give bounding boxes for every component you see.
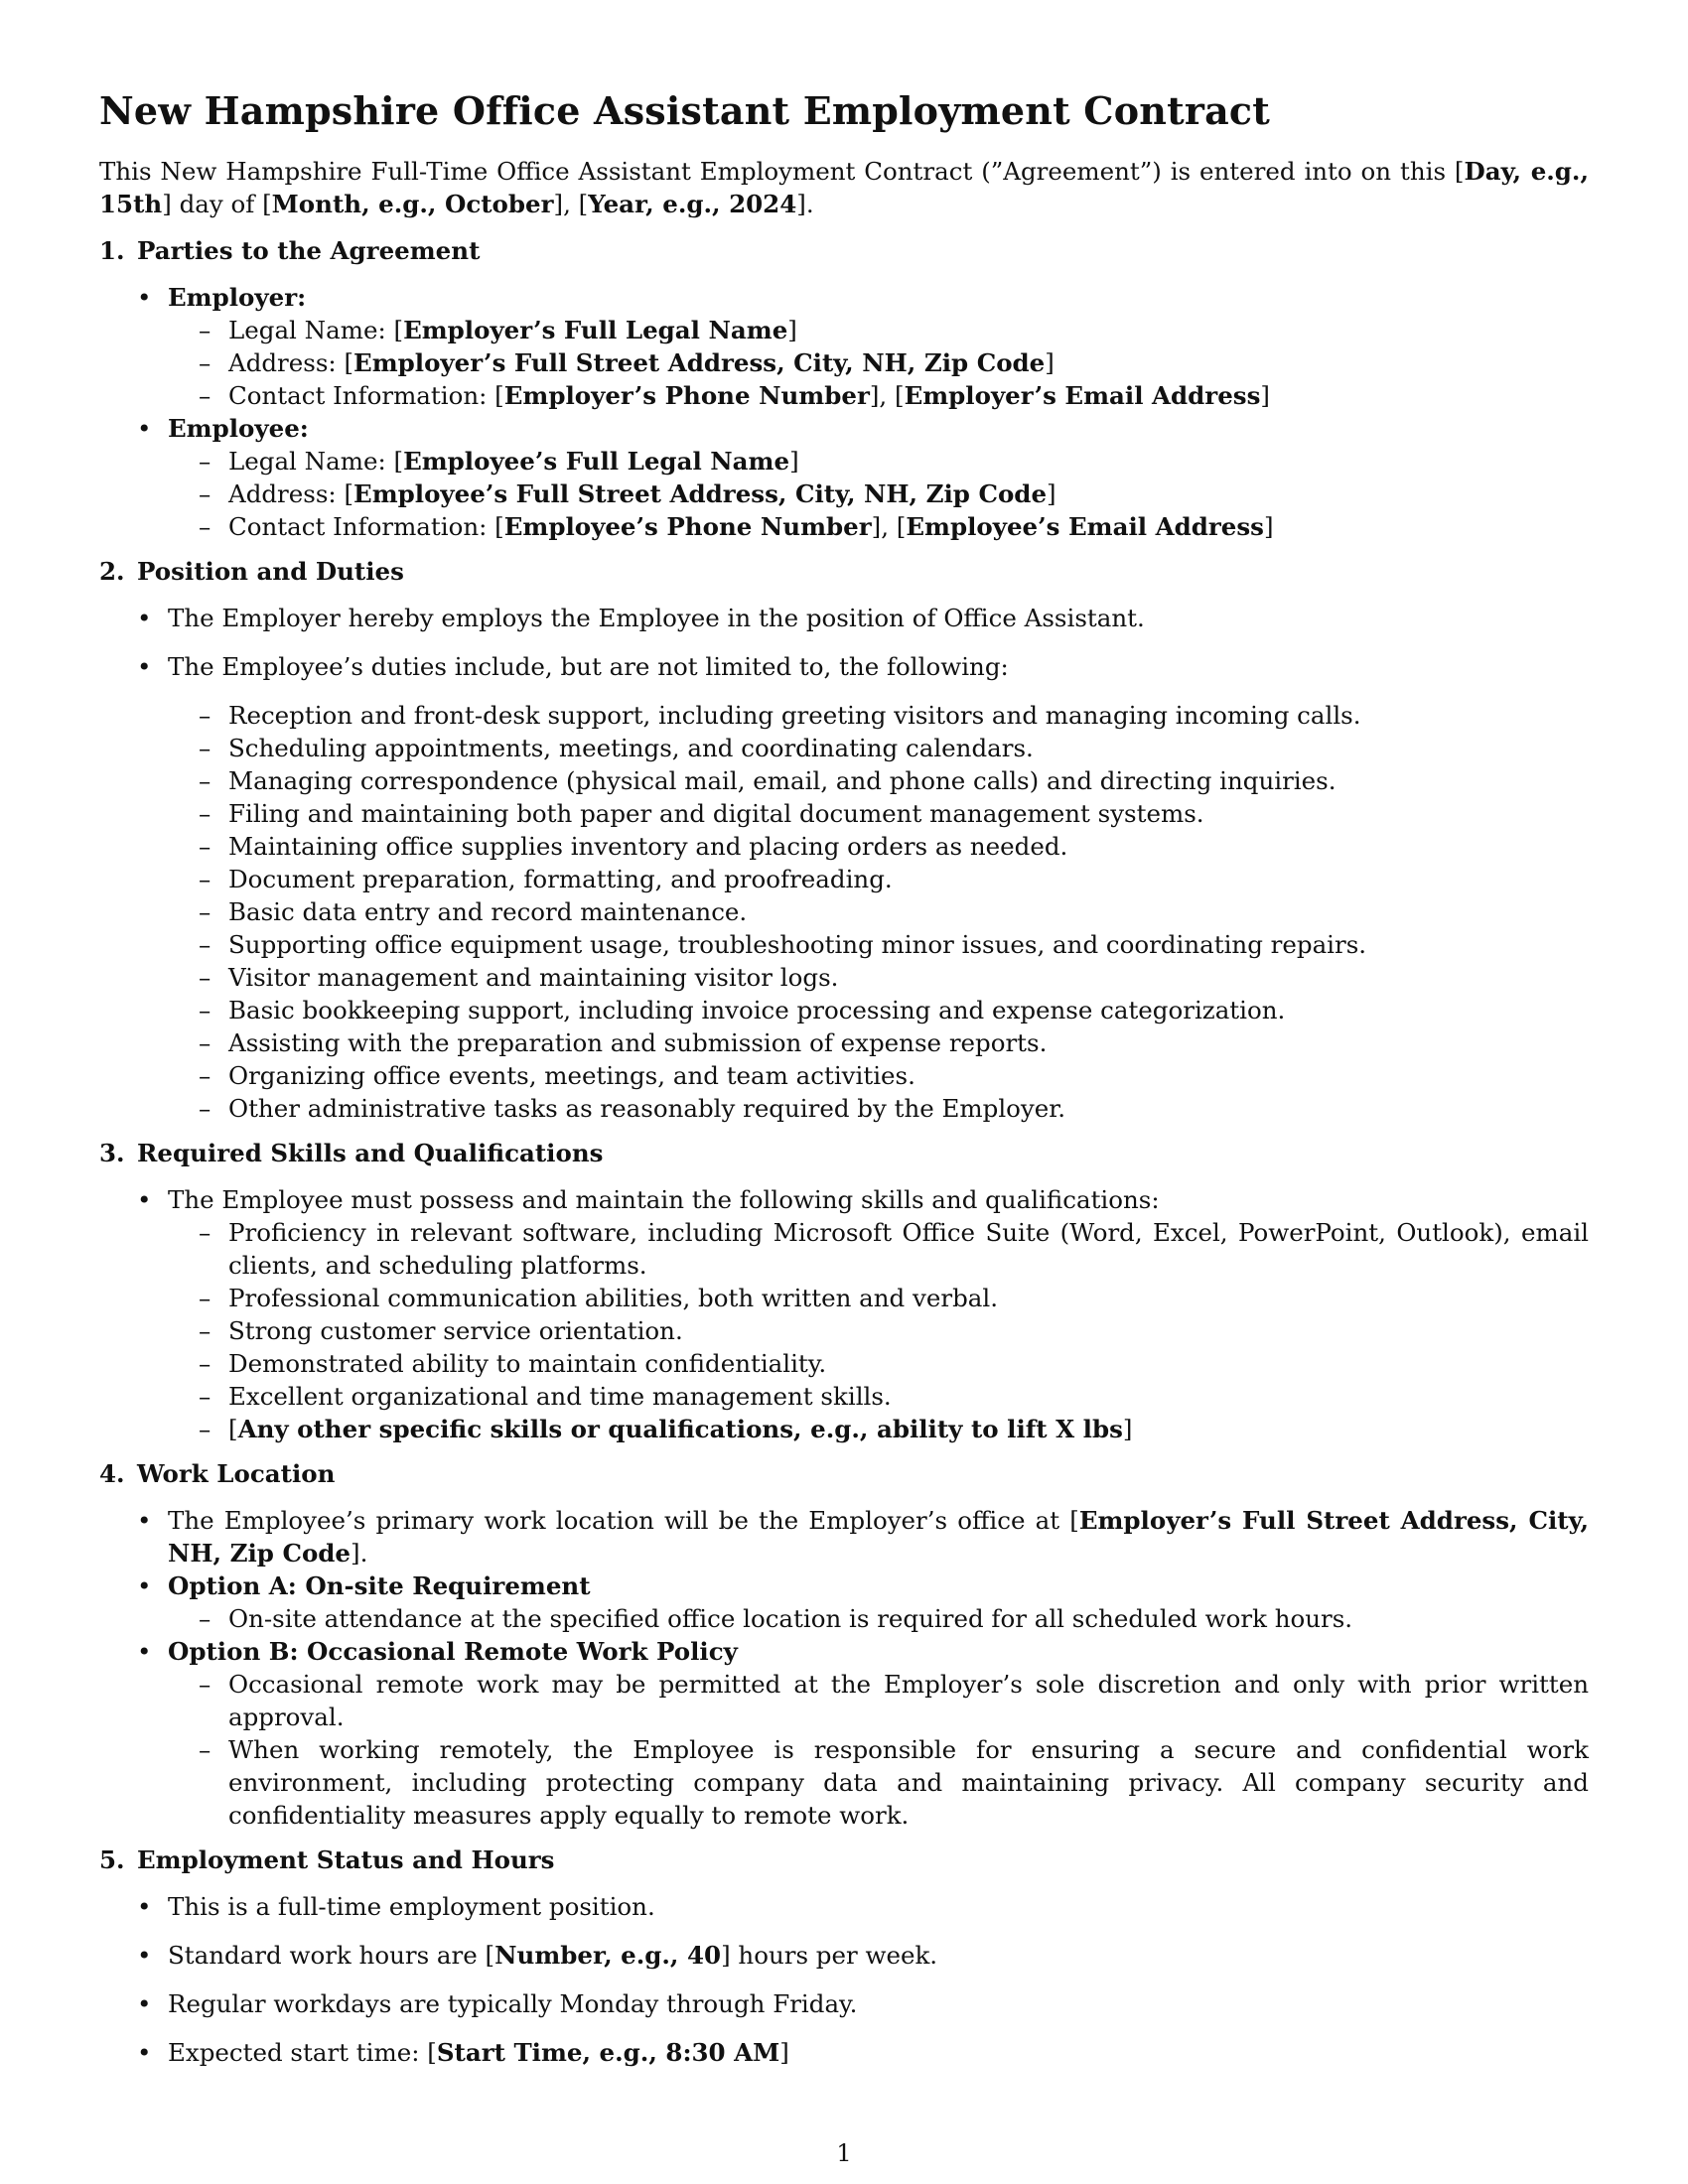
section-status-hours xyxy=(99,1843,1589,2069)
employer-details xyxy=(168,314,1589,412)
intro-text: ] day of [ xyxy=(162,190,272,218)
list-item: • The Employer hereby employs the Employee in the position of Office Assistant. xyxy=(99,602,1589,634)
position-list xyxy=(99,602,1589,1125)
skill-item: – Professional communication abilities, both written and verbal. xyxy=(168,1282,1589,1314)
section-title: Parties to the Agreement xyxy=(137,236,481,265)
section-heading xyxy=(99,234,1589,267)
employer-label: Employer: xyxy=(168,283,307,312)
start-time-item xyxy=(99,2036,1589,2069)
section-heading xyxy=(99,1457,1589,1490)
item-text: Expected start time: [ xyxy=(168,2038,437,2067)
skills-list xyxy=(99,1183,1589,1445)
employer-legal-name: – Legal Name: [Employer’s Full Legal Name] xyxy=(168,314,1589,346)
section-parties xyxy=(99,234,1589,543)
skills-intro: The Employee must possess and maintain the following skills and qualifications: xyxy=(168,1185,1160,1214)
section-skills xyxy=(99,1137,1589,1445)
skill-item: – Proficiency in relevant software, including Microsoft Office Suite (Word, Excel, PowerPoint, Outlook), email clients, and scheduling platforms. xyxy=(168,1216,1589,1282)
list-item: • This is a full-time employment position. xyxy=(99,1890,1589,1923)
section-number: 3. xyxy=(99,1139,125,1167)
skills-sublist xyxy=(168,1216,1589,1445)
parties-list xyxy=(99,281,1589,543)
duty-item: – Reception and front-desk support, including greeting visitors and managing incoming calls. xyxy=(168,699,1589,732)
employee-legal-name: – Legal Name: [Employee’s Full Legal Name] xyxy=(168,445,1589,478)
employee-address: – Address: [Employee’s Full Street Address, City, NH, Zip Code] xyxy=(168,478,1589,510)
section-number: 1. xyxy=(99,236,125,265)
employer-contact: – Contact Information: [Employer’s Phone Number], [Employer’s Email Address] xyxy=(168,379,1589,412)
option-detail: – When working remotely, the Employee is responsible for ensuring a secure and confidential work environment, including protecting company data and maintaining privacy. All company security and confidentiality measures apply equally to remote work. xyxy=(168,1733,1589,1832)
page-number: 1 xyxy=(836,2139,852,2167)
duty-item: – Assisting with the preparation and submission of expense reports. xyxy=(168,1026,1589,1059)
primary-location-item xyxy=(99,1504,1589,1570)
duty-item: – Other administrative tasks as reasonably required by the Employer. xyxy=(168,1092,1589,1125)
employer-item xyxy=(99,281,1589,412)
employer-address: – Address: [Employer’s Full Street Address, City, NH, Zip Code] xyxy=(168,346,1589,379)
option-title: Option B: Occasional Remote Work Policy xyxy=(168,1637,738,1666)
placeholder: Employee’s Full Legal Name xyxy=(403,447,790,476)
section-heading xyxy=(99,1137,1589,1169)
item-text: ] xyxy=(779,2038,789,2067)
duty-item: – Document preparation, formatting, and proofreading. xyxy=(168,863,1589,895)
contract-page xyxy=(99,87,1589,2081)
placeholder: Employer’s Full Legal Name xyxy=(403,316,788,344)
intro-month-placeholder: Month, e.g., October xyxy=(271,190,554,218)
duty-item: – Scheduling appointments, meetings, and coordinating calendars. xyxy=(168,732,1589,764)
intro-text: ]. xyxy=(796,190,814,218)
field-label: Address: xyxy=(228,348,345,377)
duty-item: – Filing and maintaining both paper and digital document management systems. xyxy=(168,797,1589,830)
placeholder: Employer’s Full Street Address, City, NH, Zip Code xyxy=(353,348,1046,377)
section-heading xyxy=(99,555,1589,588)
section-title: Required Skills and Qualifications xyxy=(137,1139,604,1167)
section-position-duties xyxy=(99,555,1589,1125)
section-number: 2. xyxy=(99,557,125,586)
field-label: Legal Name: xyxy=(228,316,394,344)
employee-contact: – Contact Information: [Employee’s Phone Number], [Employee’s Email Address] xyxy=(168,510,1589,543)
placeholder: Employer’s Phone Number xyxy=(503,381,870,410)
field-label: Legal Name: xyxy=(228,447,394,476)
employee-details xyxy=(168,445,1589,543)
intro-text: This New Hampshire Full-Time Office Assistant Employment Contract (”Agreement”) is entered into on this [ xyxy=(99,157,1465,186)
field-label: Contact Information: xyxy=(228,512,495,541)
section-heading xyxy=(99,1843,1589,1876)
option-a-details xyxy=(168,1602,1589,1635)
placeholder: Employer’s Full Street Address, City, NH, Zip Code xyxy=(168,1506,1589,1568)
duty-item: – Managing correspondence (physical mail, email, and phone calls) and directing inquiries. xyxy=(168,764,1589,797)
option-title: Option A: On-site Requirement xyxy=(168,1571,591,1600)
placeholder: Employee’s Phone Number xyxy=(503,512,872,541)
intro-day-placeholder: Day, e.g., 15th xyxy=(99,157,1589,218)
section-title: Position and Duties xyxy=(137,557,404,586)
duties-item xyxy=(99,650,1589,1125)
skill-item: – Demonstrated ability to maintain confidentiality. xyxy=(168,1347,1589,1380)
skill-item-other: – [Any other specific skills or qualifications, e.g., ability to lift X lbs] xyxy=(168,1413,1589,1445)
item-text: ] hours per week. xyxy=(721,1941,938,1970)
placeholder: Any other specific skills or qualifications, e.g., ability to lift X lbs xyxy=(237,1415,1123,1443)
intro-paragraph xyxy=(99,155,1589,220)
option-b-details xyxy=(168,1668,1589,1832)
intro-year-placeholder: Year, e.g., 2024 xyxy=(588,190,797,218)
duties-intro: The Employee’s duties include, but are not limited to, the following: xyxy=(168,652,1009,681)
duty-item: – Basic data entry and record maintenance. xyxy=(168,895,1589,928)
option-detail: – Occasional remote work may be permitted at the Employer’s sole discretion and only with prior written approval. xyxy=(168,1668,1589,1733)
skill-item: – Excellent organizational and time management skills. xyxy=(168,1380,1589,1413)
skill-item: – Strong customer service orientation. xyxy=(168,1314,1589,1347)
document-title: New Hampshire Office Assistant Employment Contract xyxy=(99,88,1271,133)
placeholder: Start Time, e.g., 8:30 AM xyxy=(436,2038,780,2067)
duty-item: – Basic bookkeeping support, including invoice processing and expense categorization. xyxy=(168,994,1589,1026)
option-b-item xyxy=(99,1635,1589,1832)
placeholder: Number, e.g., 40 xyxy=(494,1941,722,1970)
section-number: 4. xyxy=(99,1459,125,1488)
placeholder: Employer’s Email Address xyxy=(904,381,1261,410)
section-work-location xyxy=(99,1457,1589,1832)
location-list xyxy=(99,1504,1589,1832)
field-label: Address: xyxy=(228,479,345,508)
hours-item xyxy=(99,1939,1589,1972)
duties-list xyxy=(168,699,1589,1125)
duty-item: – Maintaining office supplies inventory and placing orders as needed. xyxy=(168,830,1589,863)
section-number: 5. xyxy=(99,1845,125,1874)
section-title: Work Location xyxy=(137,1459,336,1488)
duty-item: – Organizing office events, meetings, and team activities. xyxy=(168,1059,1589,1092)
duty-item: – Supporting office equipment usage, troubleshooting minor issues, and coordinating repairs. xyxy=(168,928,1589,961)
employee-label: Employee: xyxy=(168,414,309,443)
duty-item: – Visitor management and maintaining visitor logs. xyxy=(168,961,1589,994)
item-text: Standard work hours are [ xyxy=(168,1941,495,1970)
skills-item xyxy=(99,1183,1589,1445)
status-list xyxy=(99,1890,1589,2069)
placeholder: Employee’s Full Street Address, City, NH, Zip Code xyxy=(353,479,1048,508)
option-detail: – On-site attendance at the specified office location is required for all scheduled work hours. xyxy=(168,1602,1589,1635)
placeholder: Employee’s Email Address xyxy=(906,512,1264,541)
item-text: The Employee’s primary work location will be the Employer’s office at [ xyxy=(168,1506,1079,1535)
list-item: • Regular workdays are typically Monday through Friday. xyxy=(99,1987,1589,2020)
option-a-item xyxy=(99,1570,1589,1635)
item-text: ]. xyxy=(351,1539,368,1568)
field-label: Contact Information: xyxy=(228,381,495,410)
section-title: Employment Status and Hours xyxy=(137,1845,555,1874)
employee-item xyxy=(99,412,1589,543)
intro-text: ], [ xyxy=(553,190,589,218)
